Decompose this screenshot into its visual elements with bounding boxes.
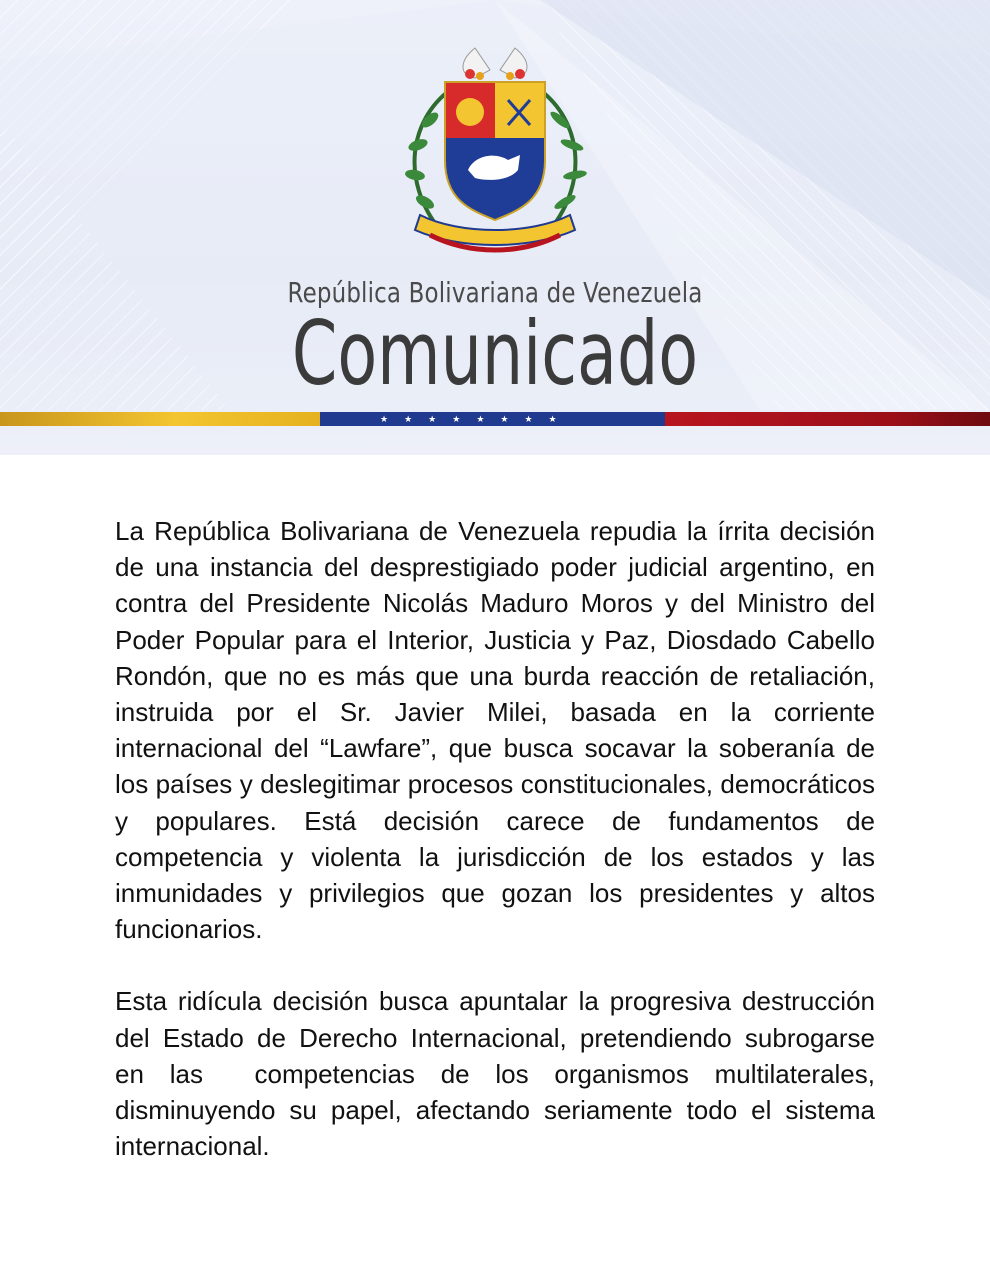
flag-stars xyxy=(380,412,557,426)
star-icon: ★ xyxy=(404,413,413,424)
statement-body xyxy=(115,513,883,1200)
star-icon: ★ xyxy=(548,413,557,424)
flag-blue xyxy=(320,412,665,426)
paragraph: Esta ridícula decisión busca apuntalar la progresiva destrucción del Estado de Derecho Internacional, pretendiendo subrogarse en las competencias de los organismos multilaterales, disminuyendo su papel, afectando seriamente todo el sistema internacional. xyxy=(115,986,883,1162)
star-icon: ★ xyxy=(428,413,437,424)
star-icon: ★ xyxy=(452,413,461,424)
country-name: República Bolivariana de Venezuela xyxy=(287,276,703,309)
star-icon: ★ xyxy=(500,413,509,424)
coat-of-arms-icon xyxy=(380,30,610,270)
flag-red xyxy=(665,412,990,426)
flag-yellow xyxy=(0,412,320,426)
flag-stripe xyxy=(0,412,990,426)
header-banner xyxy=(0,0,990,455)
star-icon: ★ xyxy=(524,413,533,424)
page-title: Comunicado xyxy=(291,302,699,405)
star-icon: ★ xyxy=(380,413,389,424)
paragraph: La República Bolivariana de Venezuela repudia la írrita decisión de una instancia del desprestigiado poder judicial argentino, en contra del Presidente Nicolás Maduro Moros y del Ministro del Poder Popular para el Interior, Justicia y Paz, Diosdado Cabello Rondón, que no es más que una burda reacción de retaliación, instruida por el Sr. Javier Milei, basada en la corriente internacional del “Lawfare”, que busca socavar la soberanía de los países y deslegitimar procesos constitucionales, democráticos y populares. Está decisión carece de fundamentos de competencia y violenta la jurisdicción de los estados y las inmunidades y privilegios que gozan los presidentes y altos funcionarios. xyxy=(115,516,875,945)
star-icon: ★ xyxy=(476,413,485,424)
